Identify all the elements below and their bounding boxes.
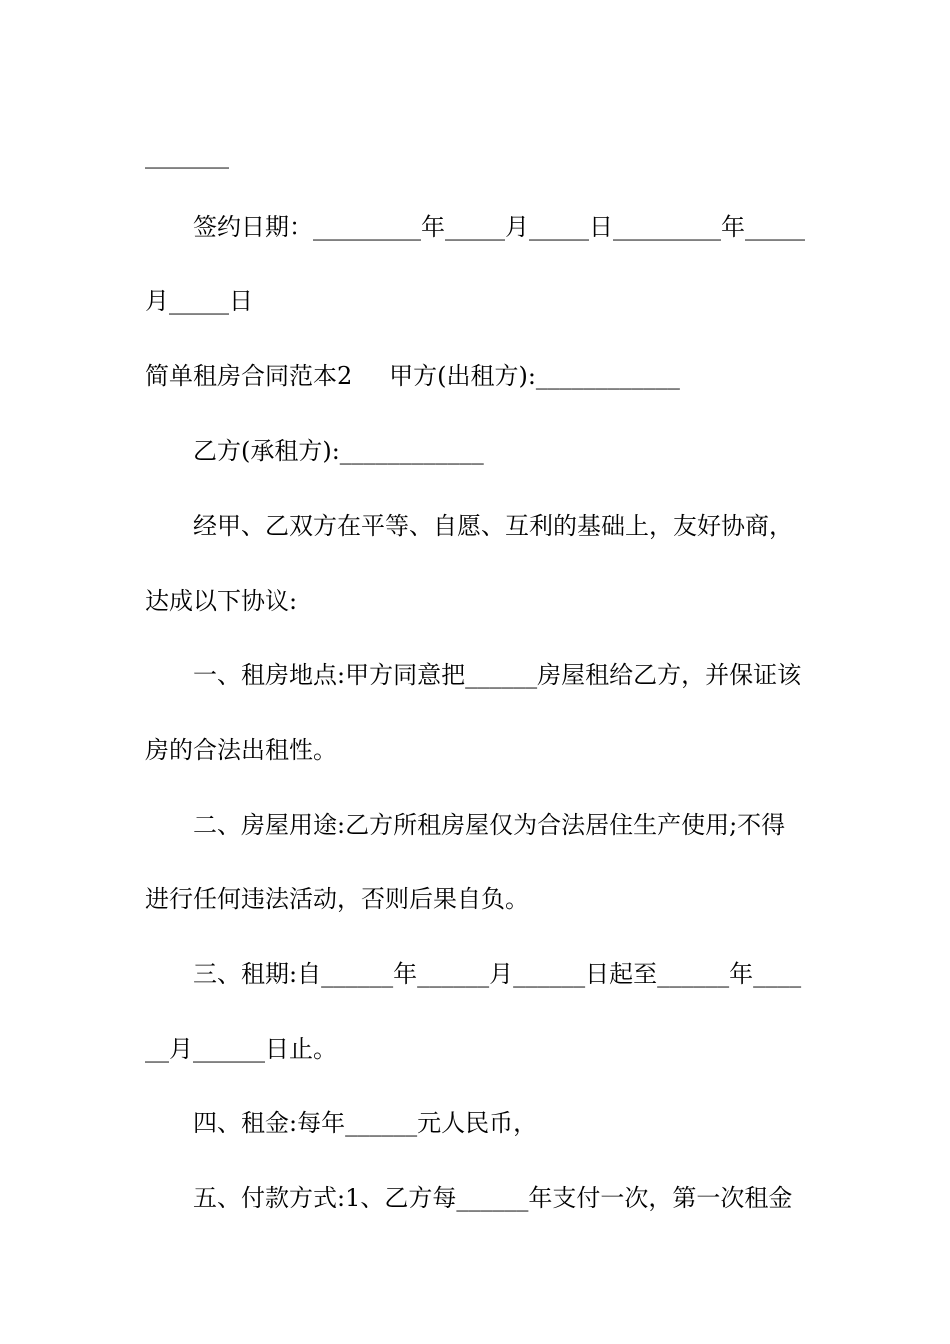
signing-date-line: 签约日期：_________年_____月_____日_________年_____: [193, 213, 805, 241]
clause-1-location: 一、租房地点:甲方同意把______房屋租给乙方，并保证该: [193, 661, 802, 689]
clause-2-continuation: 进行任何违法活动，否则后果自负。: [145, 885, 529, 913]
paragraph-preamble: 经甲、乙双方在平等、自愿、互利的基础上，友好协商，: [193, 512, 793, 540]
clause-5-payment: 五、付款方式:1、乙方每______年支付一次，第一次租金: [193, 1184, 793, 1212]
contract-title-and-party-a: 简单租房合同范本2 甲方(出租方):____________: [145, 362, 680, 390]
clause-3-term: 三、租期:自______年______月______日起至______年____: [193, 960, 802, 988]
clause-1-continuation: 房的合法出租性。: [145, 736, 337, 764]
paragraph-preamble-continuation: 达成以下协议:: [145, 587, 298, 615]
blank-line: _______: [145, 141, 229, 169]
clause-2-usage: 二、房屋用途:乙方所租房屋仅为合法居住生产使用;不得: [193, 811, 786, 839]
signing-date-continuation: 月_____日: [145, 287, 253, 315]
party-b-line: 乙方(承租方):____________: [193, 437, 484, 465]
clause-3-continuation: __月______日止。: [145, 1035, 337, 1063]
clause-4-rent: 四、租金:每年______元人民币，: [193, 1109, 538, 1137]
